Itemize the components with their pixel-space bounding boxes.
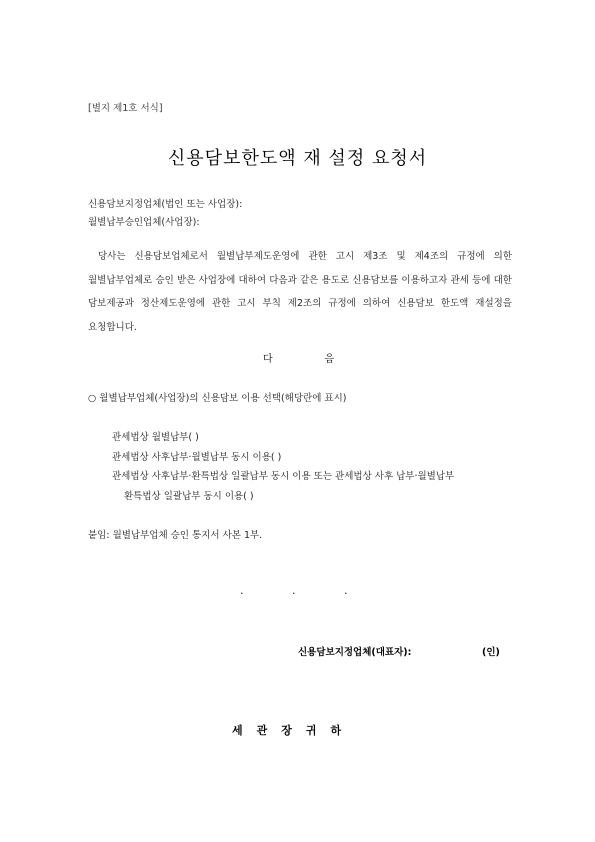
credit-option-heading: ○ 월별납부업체(사업장)의 신용담보 이용 선택(해당란에 표시) [88, 393, 347, 404]
next-heading: 다음 [263, 354, 387, 365]
document-title: 신용담보한도액 재 설정 요청서 [167, 148, 428, 169]
signature-label: 신용담보지정업체(대표자): [298, 647, 412, 658]
date-line [240, 584, 396, 597]
designated-company-field: 신용담보지정업체(법인 또는 사업장): [88, 199, 243, 210]
day-mark: . [344, 584, 348, 597]
choice-post-and-bulk-continued: 환특법상 일괄납부 동시 이용( ) [124, 491, 254, 502]
form-number: [별지 제1호 서식] [88, 103, 163, 114]
recipient-line: 세관장귀하 [232, 724, 356, 737]
attachment-note: 붙임: 월별납부업체 승인 통지서 사본 1부. [88, 530, 263, 541]
year-mark: . [240, 584, 244, 597]
choice-post-and-bulk: 관세법상 사후납부·환특법상 일괄납부 동시 이용 또는 관세법상 사후 납부·월별납부 [112, 471, 455, 482]
request-body-paragraph: 당사는 신용담보업체로서 월별납부제도운영에 관한 고시 제3조 및 제4조의 규정에 의한 월별납부업체로 승인 받은 사업장에 대하여 다음과 같은 용도로 신용담보를 이용하고자 관세 등에 대한 담보제공과 정산제도운영에 관한 고시 부칙 제2조의 규정에 의하여 신용담보 한도액 재설정을 요청합니다. [88, 251, 512, 333]
choice-post-and-monthly: 관세법상 사후납부·월별납부 동시 이용( ) [112, 452, 282, 463]
month-mark: . [292, 584, 296, 597]
choice-monthly-payment: 관세법상 월별납부( ) [112, 432, 199, 443]
monthly-company-field: 월별납부승인업체(사업장): [88, 217, 200, 228]
seal-label: (인) [482, 647, 500, 658]
